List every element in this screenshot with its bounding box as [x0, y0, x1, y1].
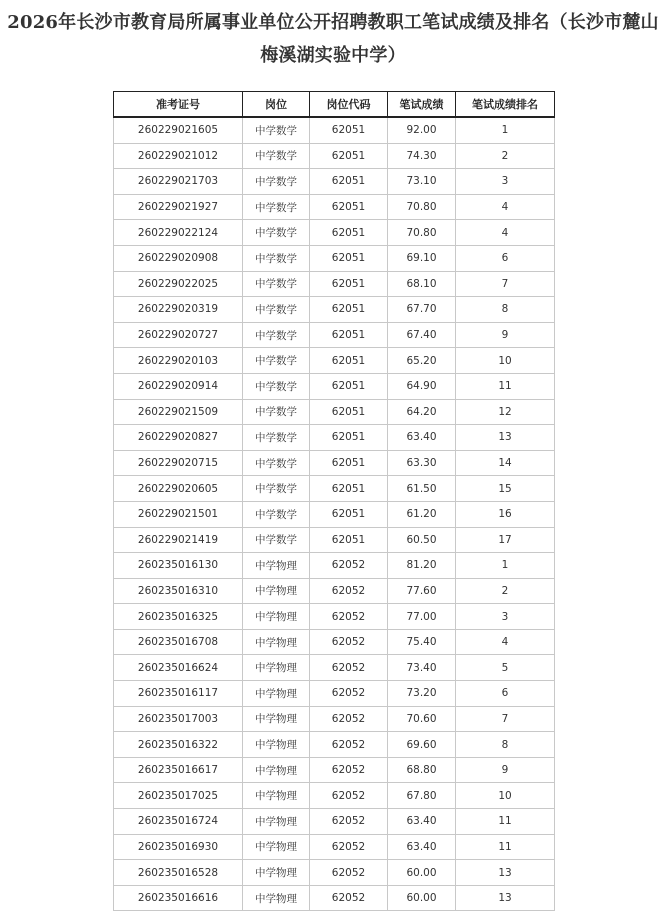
table-row	[114, 834, 555, 860]
cell-exam-number: 260235016617	[114, 757, 243, 783]
cell-exam-number: 260235016624	[114, 655, 243, 681]
cell-exam-number: 260229021509	[114, 399, 243, 425]
table-row	[114, 425, 555, 451]
cell-position-code: 62052	[310, 732, 388, 758]
cell-position: 中学物理	[243, 809, 310, 835]
cell-position: 中学物理	[243, 681, 310, 707]
cell-position-code: 62052	[310, 706, 388, 732]
cell-position-code: 62052	[310, 629, 388, 655]
table-row	[114, 143, 555, 169]
column-header-position-code: 岗位代码	[310, 92, 388, 118]
cell-written-score: 81.20	[388, 553, 456, 579]
cell-written-score: 67.40	[388, 322, 456, 348]
cell-written-score: 69.60	[388, 732, 456, 758]
cell-score-rank: 4	[456, 194, 555, 220]
cell-exam-number: 260229020715	[114, 450, 243, 476]
cell-written-score: 70.80	[388, 220, 456, 246]
cell-written-score: 75.40	[388, 629, 456, 655]
cell-position: 中学物理	[243, 860, 310, 886]
results-table	[113, 91, 555, 911]
table-row	[114, 706, 555, 732]
cell-written-score: 63.30	[388, 450, 456, 476]
cell-position: 中学数学	[243, 348, 310, 374]
cell-position-code: 62051	[310, 169, 388, 195]
table-row	[114, 271, 555, 297]
cell-score-rank: 2	[456, 578, 555, 604]
table-row	[114, 553, 555, 579]
cell-exam-number: 260229020908	[114, 245, 243, 271]
cell-score-rank: 10	[456, 348, 555, 374]
cell-score-rank: 15	[456, 476, 555, 502]
cell-exam-number: 260229020914	[114, 373, 243, 399]
cell-score-rank: 1	[456, 553, 555, 579]
cell-exam-number: 260229020605	[114, 476, 243, 502]
table-row	[114, 348, 555, 374]
cell-position: 中学物理	[243, 783, 310, 809]
cell-score-rank: 7	[456, 706, 555, 732]
cell-written-score: 67.80	[388, 783, 456, 809]
cell-position-code: 62051	[310, 143, 388, 169]
cell-score-rank: 12	[456, 399, 555, 425]
cell-position: 中学物理	[243, 732, 310, 758]
cell-position-code: 62051	[310, 297, 388, 323]
cell-written-score: 60.00	[388, 860, 456, 886]
table-row	[114, 169, 555, 195]
cell-position-code: 62052	[310, 604, 388, 630]
cell-position-code: 62051	[310, 399, 388, 425]
cell-position-code: 62051	[310, 245, 388, 271]
cell-exam-number: 260229020103	[114, 348, 243, 374]
cell-written-score: 68.10	[388, 271, 456, 297]
cell-written-score: 63.40	[388, 425, 456, 451]
results-table-container	[113, 91, 554, 911]
cell-exam-number: 260235017025	[114, 783, 243, 809]
cell-written-score: 77.60	[388, 578, 456, 604]
table-row	[114, 245, 555, 271]
cell-written-score: 63.40	[388, 809, 456, 835]
cell-score-rank: 17	[456, 527, 555, 553]
cell-position-code: 62051	[310, 117, 388, 143]
cell-position: 中学物理	[243, 553, 310, 579]
cell-position: 中学数学	[243, 271, 310, 297]
cell-written-score: 73.20	[388, 681, 456, 707]
cell-position: 中学数学	[243, 245, 310, 271]
cell-position: 中学物理	[243, 885, 310, 911]
cell-position: 中学数学	[243, 450, 310, 476]
cell-written-score: 70.80	[388, 194, 456, 220]
column-header-exam-number: 准考证号	[114, 92, 243, 118]
cell-position: 中学物理	[243, 706, 310, 732]
cell-written-score: 73.40	[388, 655, 456, 681]
cell-written-score: 63.40	[388, 834, 456, 860]
cell-score-rank: 4	[456, 220, 555, 246]
page-title-line-2: 梅溪湖实验中学）	[260, 45, 406, 66]
cell-exam-number: 260235016616	[114, 885, 243, 911]
cell-position: 中学数学	[243, 527, 310, 553]
cell-exam-number: 260229021501	[114, 501, 243, 527]
table-row	[114, 322, 555, 348]
cell-position-code: 62051	[310, 220, 388, 246]
cell-score-rank: 7	[456, 271, 555, 297]
cell-score-rank: 3	[456, 169, 555, 195]
cell-exam-number: 260229021927	[114, 194, 243, 220]
column-header-position: 岗位	[243, 92, 310, 118]
cell-exam-number: 260235016528	[114, 860, 243, 886]
cell-position: 中学数学	[243, 297, 310, 323]
table-row	[114, 220, 555, 246]
table-row	[114, 578, 555, 604]
cell-exam-number: 260235016322	[114, 732, 243, 758]
cell-score-rank: 1	[456, 117, 555, 143]
table-row	[114, 450, 555, 476]
cell-written-score: 73.10	[388, 169, 456, 195]
table-row	[114, 476, 555, 502]
cell-exam-number: 260235016325	[114, 604, 243, 630]
cell-position-code: 62051	[310, 348, 388, 374]
header-row	[114, 92, 555, 118]
cell-position-code: 62052	[310, 809, 388, 835]
cell-exam-number: 260229020827	[114, 425, 243, 451]
cell-exam-number: 260235017003	[114, 706, 243, 732]
cell-score-rank: 6	[456, 681, 555, 707]
cell-position-code: 62051	[310, 271, 388, 297]
cell-written-score: 77.00	[388, 604, 456, 630]
cell-exam-number: 260235016310	[114, 578, 243, 604]
cell-position-code: 62052	[310, 834, 388, 860]
cell-position-code: 62051	[310, 476, 388, 502]
cell-exam-number: 260235016724	[114, 809, 243, 835]
cell-exam-number: 260229020727	[114, 322, 243, 348]
cell-position-code: 62051	[310, 373, 388, 399]
cell-written-score: 68.80	[388, 757, 456, 783]
table-row	[114, 399, 555, 425]
cell-score-rank: 16	[456, 501, 555, 527]
column-header-written-score: 笔试成绩	[388, 92, 456, 118]
cell-exam-number: 260235016930	[114, 834, 243, 860]
cell-position: 中学数学	[243, 476, 310, 502]
cell-written-score: 92.00	[388, 117, 456, 143]
cell-exam-number: 260229021419	[114, 527, 243, 553]
cell-position-code: 62052	[310, 757, 388, 783]
cell-written-score: 74.30	[388, 143, 456, 169]
cell-score-rank: 13	[456, 860, 555, 886]
cell-written-score: 67.70	[388, 297, 456, 323]
cell-position: 中学数学	[243, 117, 310, 143]
cell-score-rank: 9	[456, 757, 555, 783]
cell-written-score: 64.20	[388, 399, 456, 425]
cell-exam-number: 260229022124	[114, 220, 243, 246]
cell-exam-number: 260229021012	[114, 143, 243, 169]
cell-position: 中学数学	[243, 143, 310, 169]
cell-position-code: 62051	[310, 194, 388, 220]
page-title	[0, 6, 666, 72]
cell-score-rank: 11	[456, 373, 555, 399]
cell-position: 中学物理	[243, 655, 310, 681]
cell-score-rank: 5	[456, 655, 555, 681]
page-title-line-1: 2026年长沙市教育局所属事业单位公开招聘教职工笔试成绩及排名（长沙市麓山	[7, 12, 659, 33]
cell-exam-number: 260235016117	[114, 681, 243, 707]
cell-position: 中学物理	[243, 578, 310, 604]
cell-position: 中学数学	[243, 194, 310, 220]
cell-written-score: 60.50	[388, 527, 456, 553]
cell-position-code: 62052	[310, 681, 388, 707]
cell-position: 中学数学	[243, 425, 310, 451]
cell-position-code: 62052	[310, 578, 388, 604]
cell-score-rank: 14	[456, 450, 555, 476]
cell-written-score: 60.00	[388, 885, 456, 911]
cell-score-rank: 6	[456, 245, 555, 271]
cell-score-rank: 9	[456, 322, 555, 348]
cell-exam-number: 260229022025	[114, 271, 243, 297]
cell-position: 中学数学	[243, 169, 310, 195]
table-row	[114, 860, 555, 886]
cell-position-code: 62051	[310, 425, 388, 451]
table-row	[114, 809, 555, 835]
cell-position: 中学物理	[243, 629, 310, 655]
cell-position-code: 62051	[310, 501, 388, 527]
cell-score-rank: 4	[456, 629, 555, 655]
cell-position-code: 62052	[310, 655, 388, 681]
cell-written-score: 61.20	[388, 501, 456, 527]
cell-position: 中学物理	[243, 834, 310, 860]
cell-position-code: 62051	[310, 450, 388, 476]
table-row	[114, 681, 555, 707]
cell-score-rank: 8	[456, 732, 555, 758]
table-row	[114, 117, 555, 143]
cell-exam-number: 260229020319	[114, 297, 243, 323]
cell-score-rank: 3	[456, 604, 555, 630]
cell-score-rank: 13	[456, 885, 555, 911]
cell-score-rank: 11	[456, 834, 555, 860]
cell-written-score: 61.50	[388, 476, 456, 502]
cell-position: 中学物理	[243, 604, 310, 630]
cell-position: 中学数学	[243, 399, 310, 425]
table-row	[114, 527, 555, 553]
cell-written-score: 64.90	[388, 373, 456, 399]
cell-written-score: 65.20	[388, 348, 456, 374]
table-row	[114, 655, 555, 681]
cell-exam-number: 260229021605	[114, 117, 243, 143]
table-body	[114, 117, 555, 911]
cell-position: 中学数学	[243, 501, 310, 527]
cell-position-code: 62052	[310, 783, 388, 809]
table-row	[114, 194, 555, 220]
cell-position: 中学物理	[243, 757, 310, 783]
cell-position-code: 62052	[310, 885, 388, 911]
cell-written-score: 70.60	[388, 706, 456, 732]
cell-exam-number: 260235016708	[114, 629, 243, 655]
cell-score-rank: 2	[456, 143, 555, 169]
cell-position: 中学数学	[243, 373, 310, 399]
cell-position-code: 62051	[310, 527, 388, 553]
cell-position-code: 62052	[310, 860, 388, 886]
cell-score-rank: 8	[456, 297, 555, 323]
cell-position: 中学数学	[243, 220, 310, 246]
cell-written-score: 69.10	[388, 245, 456, 271]
table-row	[114, 297, 555, 323]
table-row	[114, 501, 555, 527]
table-header	[114, 92, 555, 118]
cell-exam-number: 260235016130	[114, 553, 243, 579]
table-row	[114, 732, 555, 758]
cell-position-code: 62051	[310, 322, 388, 348]
table-row	[114, 757, 555, 783]
cell-exam-number: 260229021703	[114, 169, 243, 195]
cell-score-rank: 10	[456, 783, 555, 809]
table-row	[114, 783, 555, 809]
cell-score-rank: 11	[456, 809, 555, 835]
table-row	[114, 373, 555, 399]
table-row	[114, 604, 555, 630]
column-header-score-rank: 笔试成绩排名	[456, 92, 555, 118]
table-row	[114, 629, 555, 655]
cell-position-code: 62052	[310, 553, 388, 579]
table-row	[114, 885, 555, 911]
cell-score-rank: 13	[456, 425, 555, 451]
cell-position: 中学数学	[243, 322, 310, 348]
